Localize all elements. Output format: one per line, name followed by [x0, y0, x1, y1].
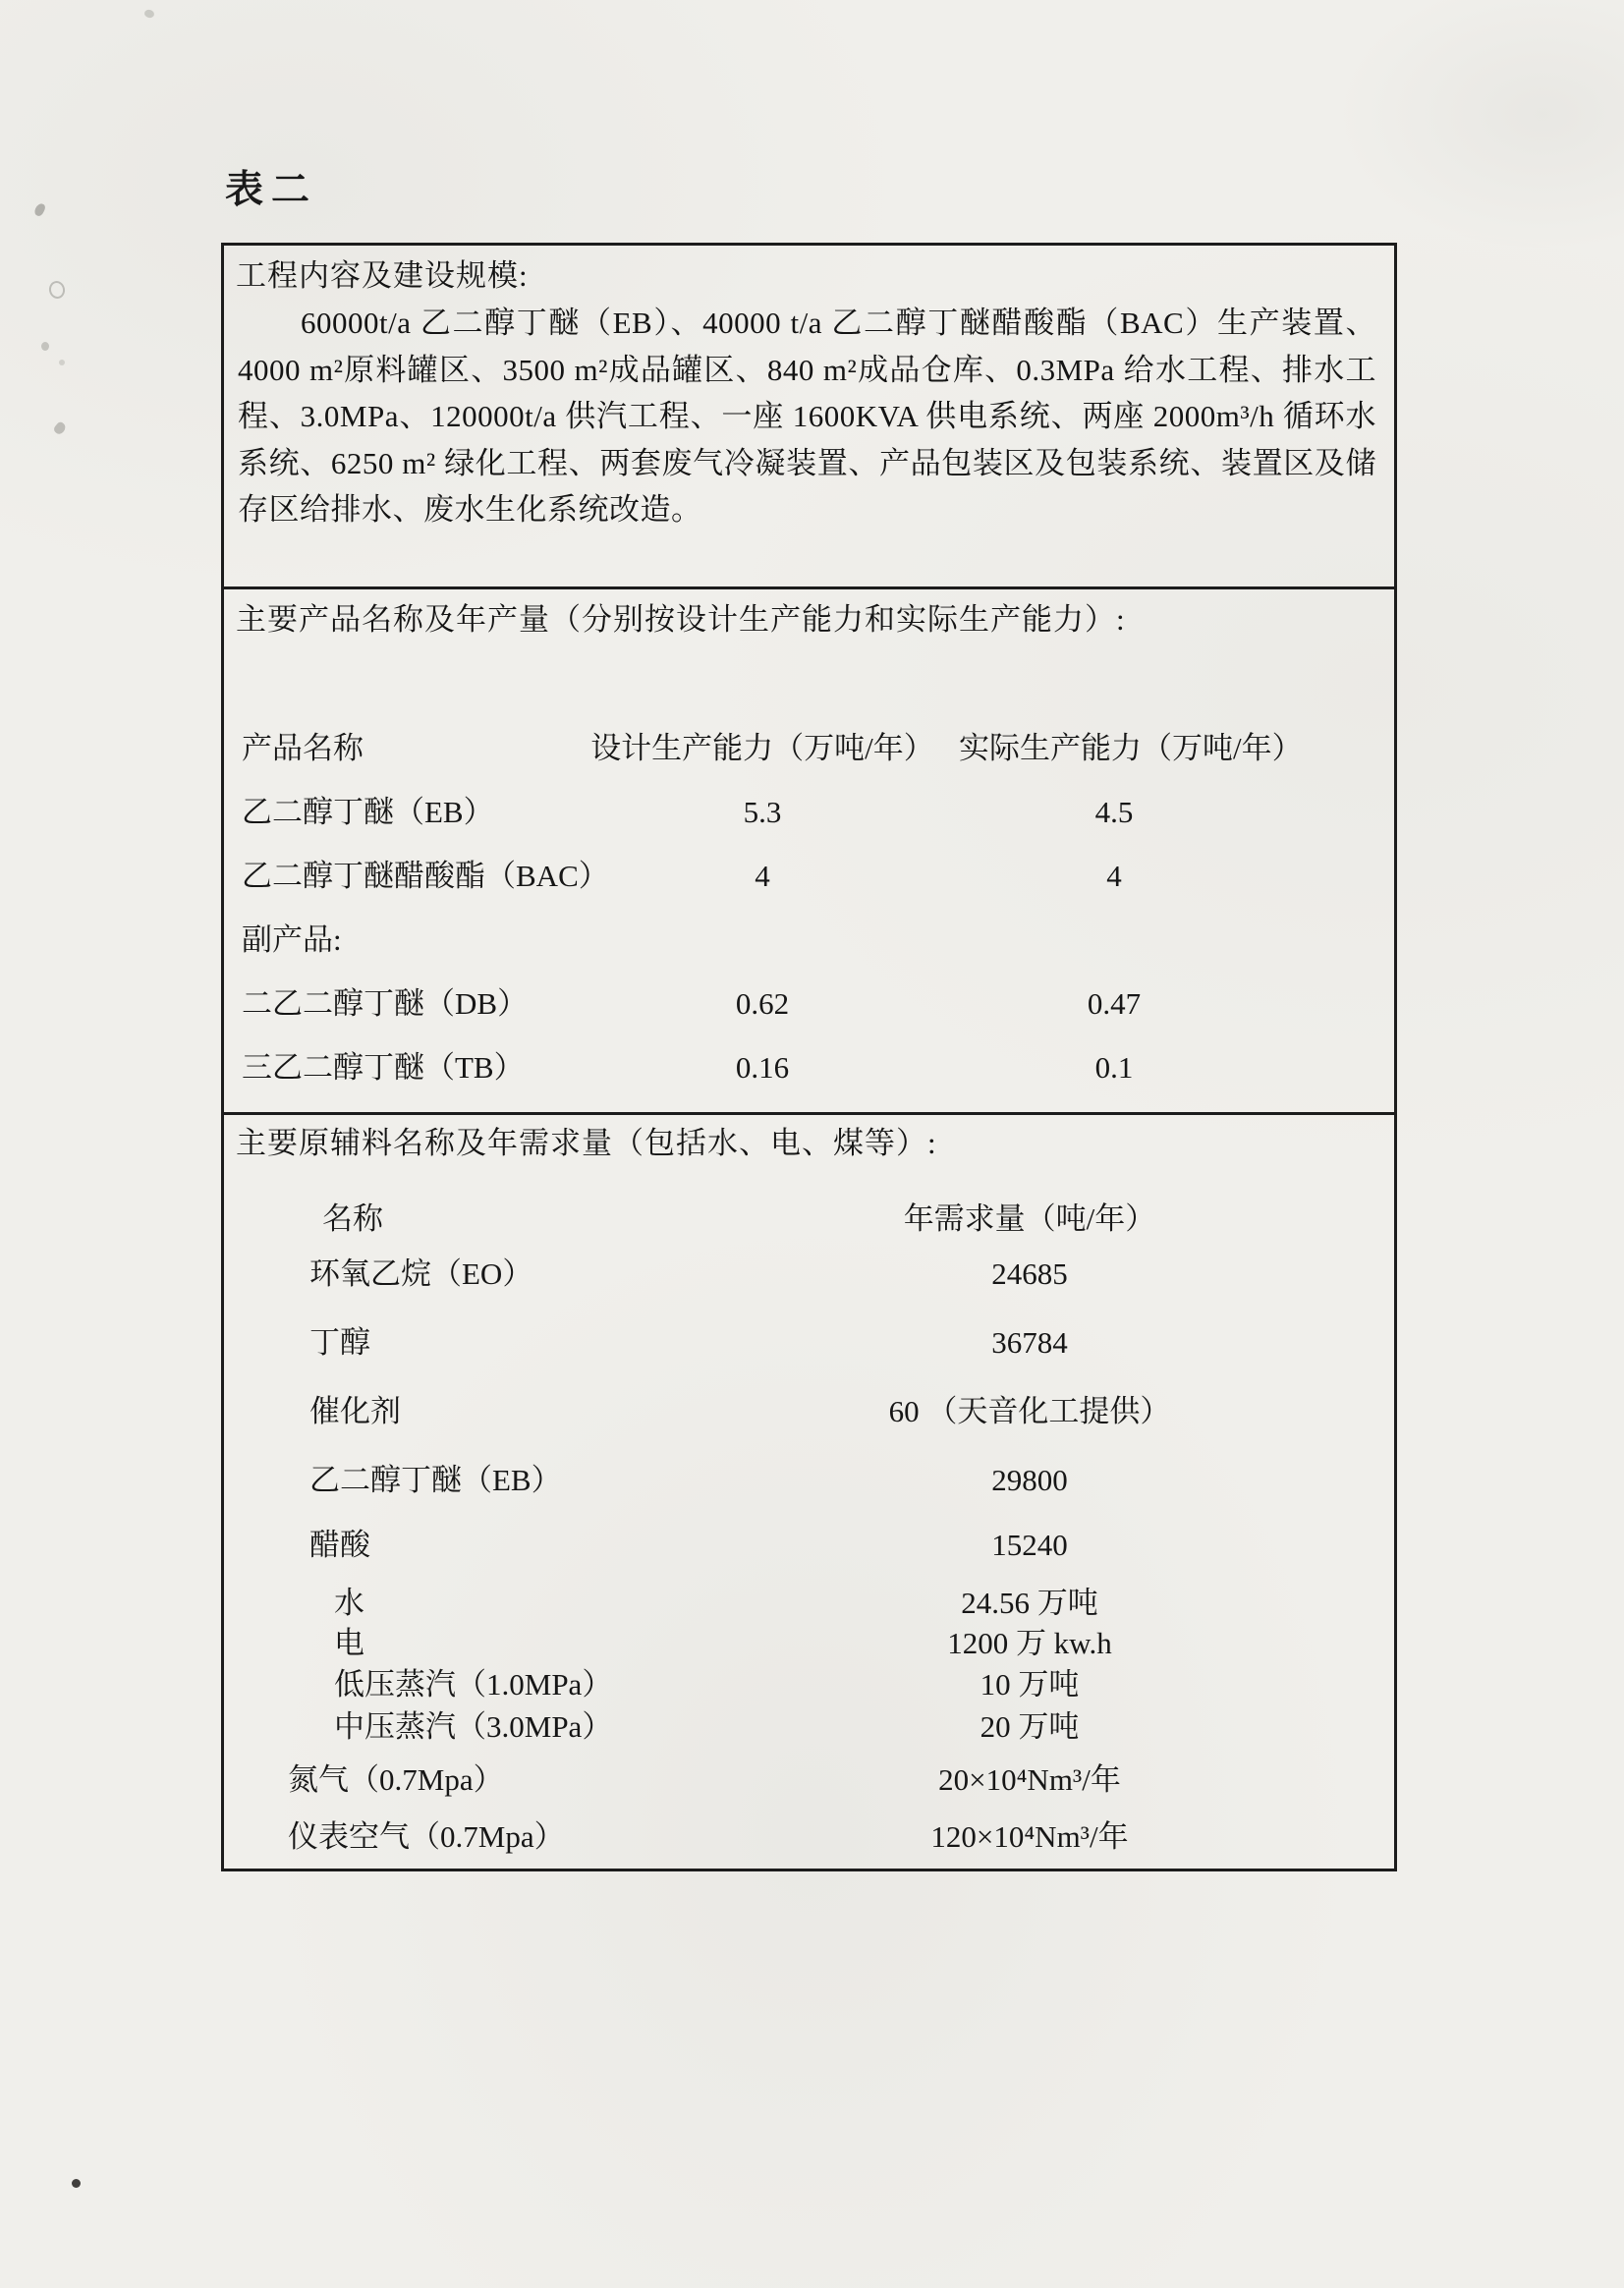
column-header-annual-demand: 年需求量（吨/年）: [903, 1201, 1156, 1236]
table-row: [236, 1584, 1378, 1623]
materials-header-row: [236, 1200, 1378, 1239]
scan-artifact: [72, 2179, 81, 2188]
design-capacity-value: 4: [755, 859, 770, 893]
material-name: 中压蒸汽（3.0MPa）: [334, 1709, 613, 1744]
section-products: [224, 589, 1394, 1115]
products-table: [236, 716, 1378, 1099]
material-demand-value: 15240: [991, 1528, 1068, 1562]
table-row: [236, 1760, 1378, 1800]
material-name: 氮气（0.7Mpa）: [288, 1762, 504, 1797]
table-row: [236, 1624, 1378, 1663]
column-header-design-capacity: 设计生产能力（万吨/年）: [590, 731, 934, 765]
table-row: [236, 780, 1378, 844]
column-header-material-name: 名称: [322, 1201, 383, 1236]
table-row: [236, 1255, 1378, 1294]
section-materials: [224, 1115, 1394, 1869]
table-row-byproducts-label: [236, 908, 1378, 972]
material-name: 水: [334, 1586, 364, 1620]
material-demand-value: 1200 万 kw.h: [947, 1626, 1112, 1660]
product-name: 二乙二醇丁醚（DB）: [242, 986, 529, 1021]
table-row: [236, 972, 1378, 1035]
section-heading-project: 工程内容及建设规模:: [236, 258, 529, 293]
scan-artifact: [52, 420, 67, 436]
actual-capacity-value: 4.5: [1094, 795, 1134, 829]
table-row: [236, 1707, 1378, 1747]
scan-artifact: [47, 280, 66, 301]
design-capacity-value: [566, 908, 959, 972]
material-demand-value: 24.56 万吨: [961, 1586, 1098, 1620]
main-table: [221, 243, 1397, 1871]
project-scope-text: 60000t/a 乙二醇丁醚（EB）、40000 t/a 乙二醇丁醚醋酸酯（BAC）生产装置、4000 m²原料罐区、3500 m²成品罐区、840 m²成品仓库、0.3MPa 给水工程、排水工程、3.0MPa、120000t/a 供汽工程、一座 1600KVA 供电系统、两座 2000m³/h 循环水系统、6250 m² 绿化工程、两套废气冷凝装置、产品包装区及包装系统、装置区及储存区给排水、废水生化系统改造。: [238, 306, 1376, 527]
table-row: [236, 1461, 1378, 1500]
table-row: [236, 1392, 1378, 1431]
scan-artifact: [59, 360, 65, 365]
material-name: 低压蒸汽（1.0MPa）: [334, 1667, 613, 1702]
material-demand-value: 29800: [991, 1463, 1068, 1497]
product-name: 三乙二醇丁醚（TB）: [242, 1050, 525, 1085]
material-demand-value: 60 （天音化工提供）: [888, 1394, 1171, 1428]
material-name: 丁醇: [309, 1325, 370, 1360]
actual-capacity-value: 0.47: [1087, 986, 1142, 1021]
actual-capacity-value: 4: [1106, 859, 1122, 893]
material-demand-value: 24685: [991, 1256, 1068, 1291]
scan-artifact: [41, 342, 49, 351]
product-name: 乙二醇丁醚醋酸酯（BAC）: [242, 859, 609, 893]
table-row: [236, 1035, 1378, 1099]
products-header-row: [236, 716, 1378, 780]
material-demand-value: 10 万吨: [980, 1667, 1080, 1702]
actual-capacity-value: 0.1: [1094, 1050, 1134, 1085]
material-name: 醋酸: [309, 1528, 370, 1562]
material-name: 催化剂: [309, 1394, 401, 1428]
section-heading-materials: 主要原辅料名称及年需求量（包括水、电、煤等）:: [236, 1126, 937, 1160]
table-row: [236, 1526, 1378, 1565]
material-name: 电: [334, 1626, 364, 1660]
design-capacity-value: 0.16: [735, 1050, 790, 1085]
design-capacity-value: 5.3: [743, 795, 782, 829]
material-name: 乙二醇丁醚（EB）: [309, 1463, 562, 1497]
section-heading-products: 主要产品名称及年产量（分别按设计生产能力和实际生产能力）:: [236, 602, 1126, 637]
actual-capacity-value: [959, 908, 1269, 972]
table-row: [236, 1665, 1378, 1704]
material-name: 仪表空气（0.7Mpa）: [288, 1819, 565, 1854]
table-row: [236, 1323, 1378, 1363]
table-row: [236, 844, 1378, 908]
material-demand-value: 36784: [991, 1325, 1068, 1360]
scan-artifact: [143, 9, 155, 19]
byproducts-label: 副产品:: [242, 922, 342, 957]
materials-table: [236, 1255, 1378, 1857]
material-demand-value: 20 万吨: [980, 1709, 1080, 1744]
column-header-actual-capacity: 实际生产能力（万吨/年）: [959, 731, 1303, 765]
page-title: 表二: [225, 169, 318, 211]
column-header-product-name: 产品名称: [242, 731, 364, 765]
material-name: 环氧乙烷（EO）: [309, 1256, 533, 1291]
design-capacity-value: 0.62: [735, 986, 790, 1021]
material-demand-value: 20×10⁴Nm³/年: [938, 1762, 1121, 1797]
section-project-scope: [224, 246, 1394, 589]
scan-artifact: [33, 202, 47, 218]
table-row: [236, 1817, 1378, 1857]
product-name: 乙二醇丁醚（EB）: [242, 795, 494, 829]
material-demand-value: 120×10⁴Nm³/年: [930, 1819, 1129, 1854]
